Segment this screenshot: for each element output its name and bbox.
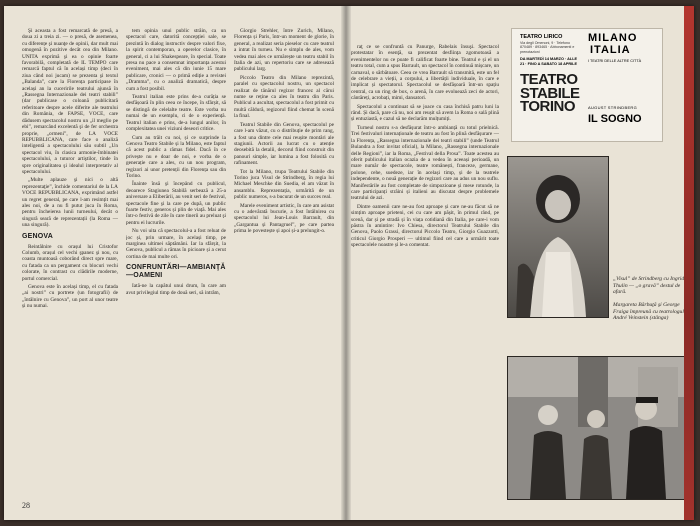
paragraph: Iată-ne la capătul unui drum, în care am avut privilegiul timp de două seri, să intrăm,	[126, 283, 226, 296]
paragraph: Spectacolul a continuat să se joace cu casa închisă patru luni la rând. Și dacă, pare că nu, noi am reușit să avem la Roma o sală plină și entuziastă, e cazul să ne declarăm mulțumiți.	[351, 103, 499, 123]
left-col-2	[126, 28, 226, 498]
heading-confruntari: CONFRUNTĂRI—AMBIANŢĂ —OAMENI	[126, 264, 226, 280]
book-spine	[341, 6, 351, 520]
paragraph: Dintre oamenii care ne-au fost aproape și care ne-au făcut să ne simțim aproape prieteni, cei cu care am pășit, în primul rând, pe scenă, dar și pe stradă și în viața cotidiană din Italia, pe care-i vom păstra în amintire: Ivo Chiesa, directorul Teatrului Stabile din Genova, Paolo Grassi, directorul Piccolo Teatro, Giorgio Guazzotti, criticul Giorgio Prosperi — ultimul fiind cel care a urmărit toate spectacolele noastre și le-a comentat.	[351, 203, 499, 249]
paragraph: Înainte însă şi începând cu publicul, deoarece Stagiunea Stabilă serbează a 25-a aniversare a Eliberării, au venit seri de festival, spectacole fine şi la care pe după, un public foarte festiv, generos și plin de viață. Mai ales într-o festivă de zile în care tinerii au preluat şi pentru ei lucrurile.	[126, 181, 226, 226]
right-page	[351, 6, 694, 520]
program-city: MILANO	[588, 32, 638, 44]
paragraph: Nu voi uita că spectacolul-a a fost reluat de joc și, prin urmare, în același timp, pe marginea ultimei săptămâni. Iar la sfârșit, la Genova, publicul a rămas în picioare și a cerut cortina de mai multe ori.	[126, 228, 226, 260]
photo-caption-2: Margareta Bărbuţă şi George Fraiga împreună cu teatrologul André Veinstein (stânga)	[613, 302, 684, 322]
program-venue: TEATRO LIRICO	[520, 34, 563, 40]
paragraph: raţ ce se confruntă cu Panurge, Rabelais însuşi. Spectacol protestatar în esenţă, sa prezentat desființa zgomotoasă a evenimentelor nu ce poate fi calificat foarte bine. Teatrul e și el un teatru total, cum a spus Barrault, un spectacol în continuă mișcare, un carnaval, o sărbătoare. Ceea ce vrea Barrault să transmită, este un fel de celebrare a vieții, a corpului, a libertății individuale, în care e implicat și spectatorul. Spectacolul se desfășoară într-un spațiu central, ca un ring de box, o arenă, în care evoluează zeci de actori, cântăreți, acrobați, mimi, dansatori.	[351, 44, 499, 102]
paragraph: tem opinia unui public străin, ca un spectacol care, datorită concepției sale, se prezintă în dialog instructiv despre valori fixe, la spirit contemporan, a operelor clasice, în general, ci a lui Shakespeare, în special. Toate presa nu pace a consemnat importanța acestui eveniment, mai ales că din iunie 15 mare publicare, cronici — o primă ediție a revistei „Dramma”, cu o analiză dramatică, despre cum a fost posibil.	[126, 28, 226, 92]
program-theatre-name	[520, 73, 586, 114]
page-number: 28	[22, 501, 30, 510]
paragraph: Marele eveniment artistic, în care am asistat cu o adevărată bucurie, a fost întâlnirea cu spectacolul lui Jean-Louis Barrault, din „Gargantua și Pantagruel”, pe care partea prima le povestește și apoi și-a prelungit-o.	[234, 202, 334, 235]
program-booklet	[511, 28, 663, 142]
stage-photo	[507, 156, 609, 318]
heading-genova: GENOVA	[22, 232, 54, 240]
program-dates: DA MARTEDÌ 14 MARZO · ALLE 21 · FINO A SABATO 18 APRILE	[520, 57, 578, 66]
book-spread	[4, 6, 694, 520]
paragraph: Piccolo Teatro din Milano reprezintă, paralel cu spectacolul nostru, un spectacol realizat de tânărul regizor francez al cărui nume se reține ca ales în teatru din Paris. Publicul a ascultat, spectacolul a fost primit cu multă căldură, regizorul fiind chemat în scenă la final.	[234, 74, 334, 120]
program-theatre-line: TORINO	[520, 98, 576, 115]
paragraph: Şi aceasta a fost remarcată de presă, a doua zi a treia zi. — o presă, de asemenea, cu diferențe şi nuanţe de opinii, dar mult mai omogenă în pozitive decât cea din Milano. UNITA exprimă şi ea o opinie foarte favorabilă, completată de IL TEMPO care remarcă faptul că în același timp (deci în ziua când noi jucam) se prezenta şi textul „Balanda”, care la Florența participase în același an la cuceririle teatrului ajunsă în „Rassegna Internazionale dei teatri stabili” (dar publicase o coloană publicitară referitoare despre acele diferite ale teatrului din România, de FAPSE, VOCE, care dădusem spectacolul nostru un „il meglio pe ebi”, remarcând excelentă şi de fer orchestra proprie, „ormeni”, de LA VOCE REPUBBLICANA, care face o analiză inteligentă a spectacolului său subtil „Un spectacol viu, în clasica armonie-îmbinatei spectacolului, a tuturor artiştilor, tinde în spre originalitatea şi idealul interpretativ al spectacolului.	[22, 28, 118, 175]
group-photo-image	[508, 357, 688, 499]
paragraph: Genova este în același timp, el cu fatada „ai nostri” cu portrete (un fotografii) de „întâlnire cu Genova”, un port al unor teatre și nu numai.	[22, 284, 118, 310]
group-photo	[507, 356, 689, 500]
paragraph: „Multe aplauze şi nici o altă reprezentaţie”, închide comentariul de la LA VOCE REPUBBLICANA, exprimând astfel un regret general, pe care l-am resimțit mai ales noi, de a nu fi putut juca în Roma, pentru încheierea lunii turneului, decât o singură seară de reprezentații (la Roma — una singură).	[22, 177, 118, 229]
program-tagline: I TEATRI DELLE ALTRE CITTÀ	[588, 59, 642, 63]
program-author: AUGUST STRINDBERG	[588, 105, 638, 110]
right-col-1	[351, 44, 499, 494]
paragraph: Teatrul italian este prins de-a curăția se desfășoară în plin ceea ce începe, în sfârșit, să se distingă de celelalte teatre. Este vorba nu numai de un exemplu, ci de o experiență. Teatrul italian e prins, de-a lungul anilor, în complexitatea unei viziuni deseori critice.	[126, 94, 226, 133]
red-bookmark-edge	[684, 6, 694, 520]
paragraph: Cum au trăit cu noi, și ce surprinde la Genova Teatro Stabile și la Milano, este faptul că acest public a rămas fidel. Dacă în ce privește nu e doar de noi, e vorba de o generație care a ales, cu un nou program, regizori ai unor pretenții din Florența sau din Torino.	[126, 134, 226, 179]
program-small-print: Via degli Omenoni, 9 · Telefono 870489 · 893465 · Abbonamenti e prenotazioni	[520, 41, 575, 54]
program-theatre-line: STABILE	[520, 84, 580, 102]
paragraph: Giorgio Strehler, între Zurich, Milano, Florența și Paris, într-un moment de glorie, în general, a realizat seria pieselor cu care teatrul a intrat în turneu. Nu e simplu de ales, vom vedea mai ales ce urmărește un teatru stabil în Italia de azi, un repertoriu care se adresează publicului larg.	[234, 28, 334, 73]
left-col-1	[22, 28, 118, 498]
program-play-title: IL SOGNO	[588, 113, 642, 125]
paragraph: Tot la Milano, trupa Teatrului Stabile din Torino juca Visul de Strindberg, în regia lui Michael Meschke din Suedia, el am văzut în ansamblu. Reprezentația, urmărită de un public numeros, s-a bucurat de un succes real.	[234, 168, 334, 201]
paragraph: Teatrul Stabile din Genova, spectacolul pe care l-am văzut, cu o distribuție de prim rang, a fost una dintre cele mai reușite montări ale stagiunii. Actorii au lucrat cu o atenție deosebită la detalii, decorul fiind construit din panouri simple, iar lumina a fost folosită cu rafinament.	[234, 121, 334, 167]
stage-photo-image	[508, 157, 608, 317]
photo-caption-1: „Visul” de Strindberg cu Ingrid Thulin — „o gravă” destul de afară.	[613, 276, 685, 296]
left-col-3	[234, 28, 334, 498]
program-country: ITALIA	[590, 44, 631, 56]
program-theatre-line: TEATRO	[520, 71, 578, 88]
left-page	[4, 6, 341, 520]
paragraph: Reintâlnire cu orașul lui Cristofor Columb, orașul cel vechi şpanez şi nou, cu coasta muntoasă coborând direct spre mare, cu fatada ca un pergament cu blocuri vechi colorate, în contrast cu clădirile moderne, portul comercial.	[22, 243, 118, 282]
paragraph: Turneul nostru s-a desfășurat într-o ambianță cu totul prielnică. Trei festivaluri internaționale de teatru au fost în plină desfășurare — la Florența, „Rassegna internazionale dei teatri stabili” (unde Teatrul Bulandra a fost invitat oficial), la Milano, „Rassegna internazionale delle Regioni”, iar la Roma, „Festival della Prosa”. Toate acestea au oferit publicului italian ocazia de a vedea în aceeași perioadă, un mare număr de spectacole, teatre românești, franceze, germane, polone, cehe, suedeze, iar în același timp, și de la teatrele independente, o nouă generație de regizori care au adus un nou suflu. Manifestările au fost completate de simpozioane și mese rotunde, la care participanți străini și italieni au discutat despre problemele teatrului de azi.	[351, 124, 499, 202]
